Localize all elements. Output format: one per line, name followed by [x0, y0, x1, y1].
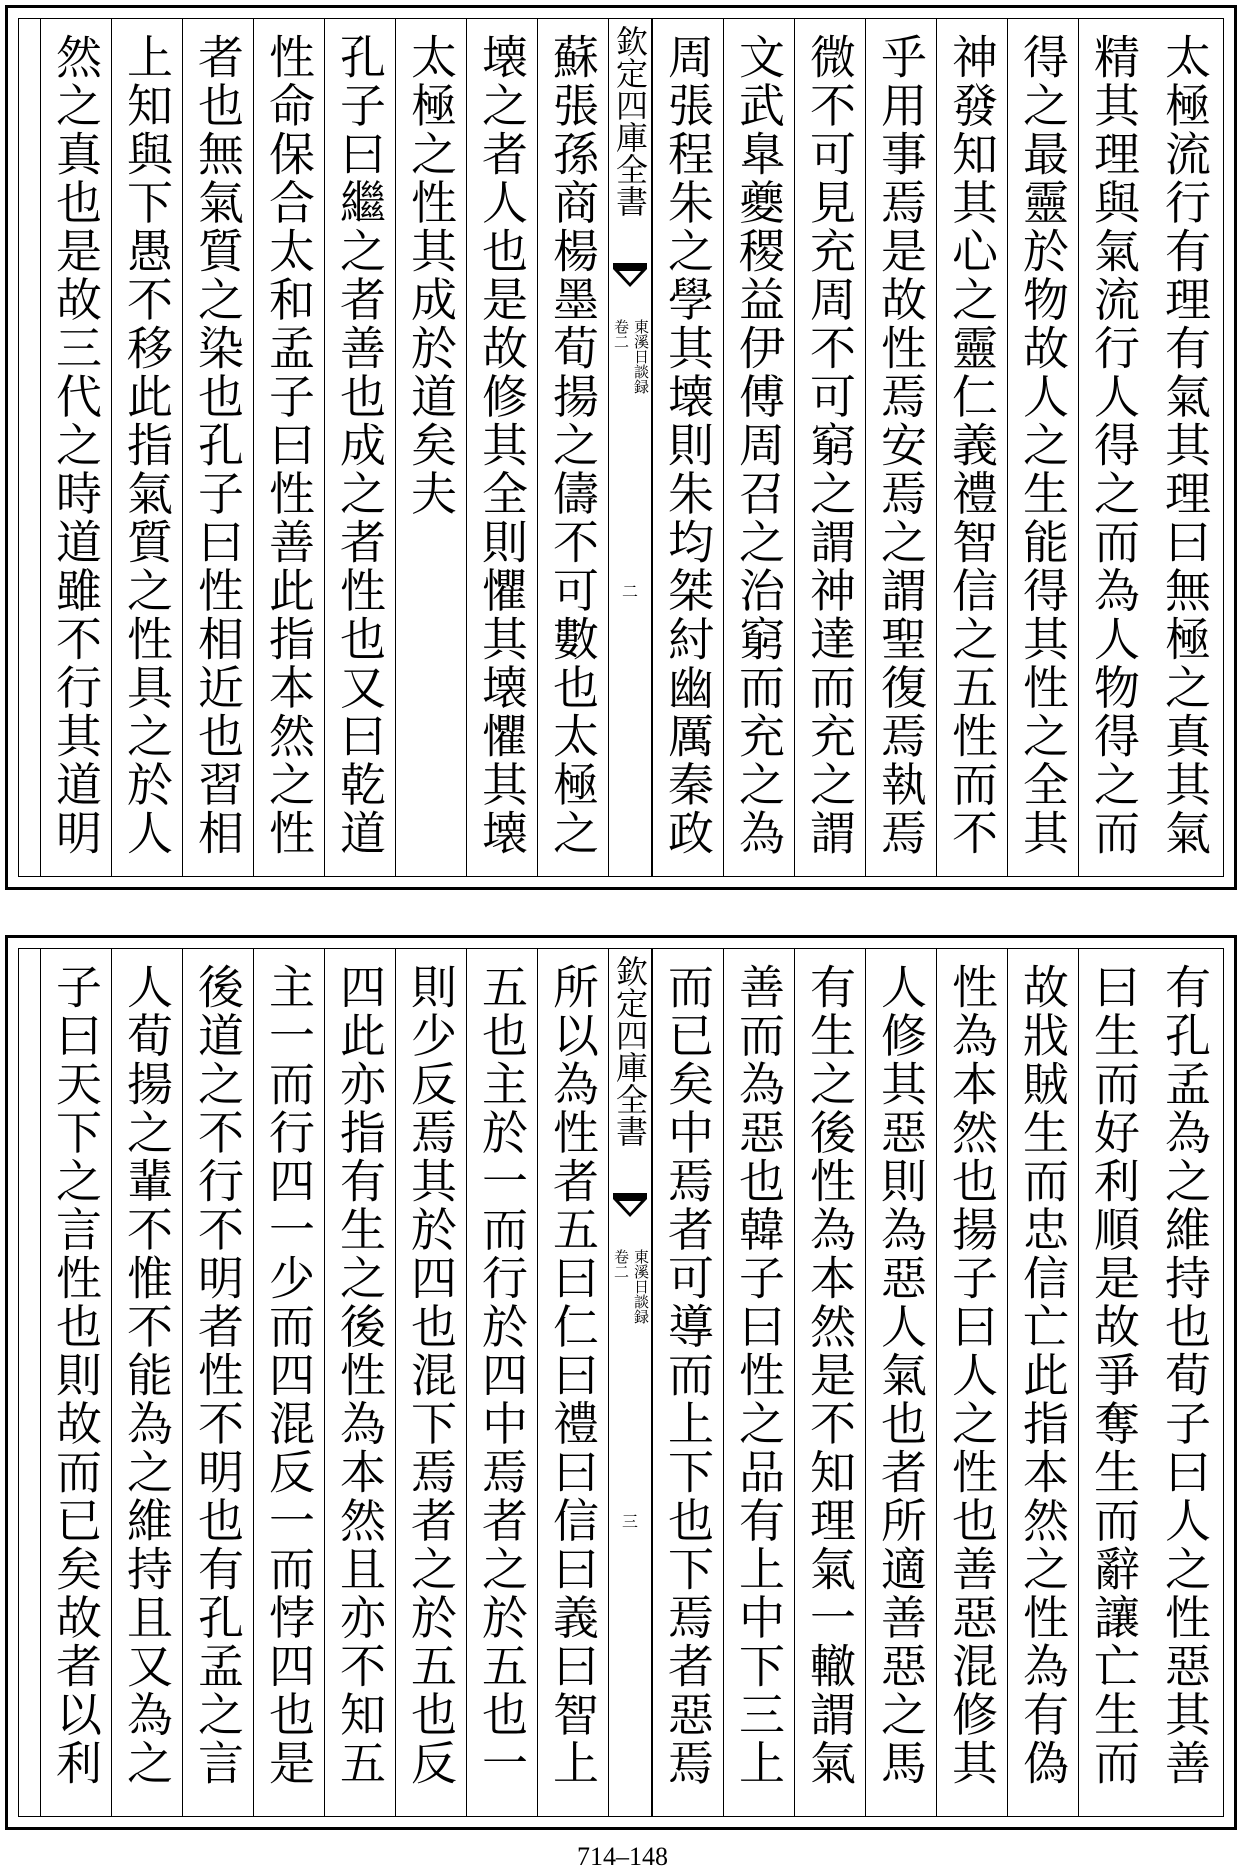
upper-book-page — [5, 5, 1237, 890]
text-column: 人荀揚之輩不惟不能為之維持且又為之 — [111, 949, 182, 1816]
text-column: 然之真也是故三代之時道雖不行其道明 — [40, 19, 111, 876]
book-name: 東溪日談録 — [632, 319, 650, 394]
upper-page-frame — [18, 18, 1224, 877]
lower-book-page — [5, 935, 1237, 1830]
text-column: 曰生而好利順是故爭奪生而辭讓亡生而 — [1078, 949, 1149, 1816]
text-column: 有生之後性為本然是不知理氣一轍謂氣 — [794, 949, 865, 1816]
text-column: 者也無氣質之染也孔子曰性相近也習相 — [182, 19, 253, 876]
text-column: 微不可見充周不可窮之謂神達而充之謂 — [794, 19, 865, 876]
text-column: 文武臯夔稷益伊傅周召之治窮而充之為 — [723, 19, 794, 876]
text-column: 性為本然也揚子曰人之性也善惡混修其 — [936, 949, 1007, 1816]
text-column: 性命保合太和孟子曰性善此指本然之性 — [253, 19, 324, 876]
text-column: 所以為性者五曰仁曰禮曰信曰義曰智上 — [537, 949, 608, 1816]
text-column: 而已矣中焉者可導而上下也下焉者惡焉 — [652, 949, 723, 1816]
text-column: 乎用事焉是故性焉安焉之謂聖復焉執焉 — [865, 19, 936, 876]
book-name: 東溪日談録 — [632, 1249, 650, 1324]
text-column: 四此亦指有生之後性為本然且亦不知五 — [324, 949, 395, 1816]
text-column: 子曰天下之言性也則故而已矣故者以利 — [40, 949, 111, 1816]
leaf-number: 二 — [621, 582, 638, 601]
text-column: 太極流行有理有氣其理曰無極之真其氣 — [1158, 33, 1212, 858]
text-column: 則少反焉其於四也混下焉者之於五也反 — [395, 949, 466, 1816]
volume-number: 卷二 — [612, 319, 630, 349]
text-column: 主一而行四一少而四混反一而悖四也是 — [253, 949, 324, 1816]
text-column: 人修其惡則為惡人氣也者所適善惡之馬 — [865, 949, 936, 1816]
text-column: 五也主於一而行於四中焉者之於五也一 — [466, 949, 537, 1816]
text-column: 上知與下愚不移此指氣質之性具之於人 — [111, 19, 182, 876]
text-column: 太極之性其成於道矣夫 — [395, 19, 466, 876]
volume-number: 卷二 — [612, 1249, 630, 1279]
scan-page-number: 714–148 — [577, 1842, 668, 1871]
center-fold-strip — [608, 19, 652, 876]
center-fold-strip — [608, 949, 652, 1816]
lower-page-frame — [18, 948, 1224, 1817]
text-column: 壊之者人也是故修其全則懼其壊懼其壊 — [466, 19, 537, 876]
fish-tail-mark-icon — [613, 1193, 647, 1227]
fish-tail-mark-icon — [613, 263, 647, 297]
collection-title: 欽定四庫全書 — [611, 955, 649, 1147]
text-column: 善而為惡也韓子曰性之品有上中下三上 — [723, 949, 794, 1816]
text-column: 後道之不行不明者性不明也有孔孟之言 — [182, 949, 253, 1816]
text-column: 故戕賊生而忠信亡此指本然之性為有偽 — [1007, 949, 1078, 1816]
text-column: 精其理與氣流行人得之而為人物得之而 — [1078, 19, 1149, 876]
leaf-number: 三 — [621, 1512, 638, 1531]
book-info — [609, 1249, 651, 1469]
text-column: 孔子曰繼之者善也成之者性也又曰乾道 — [324, 19, 395, 876]
text-column: 周張程朱之學其壊則朱均桀紂幽厲秦政 — [652, 19, 723, 876]
text-column: 得之最靈於物故人之生能得其性之全其 — [1007, 19, 1078, 876]
text-column: 神發知其心之靈仁義禮智信之五性而不 — [936, 19, 1007, 876]
text-column: 有孔孟為之維持也荀子曰人之性惡其善 — [1158, 963, 1212, 1788]
book-info — [609, 319, 651, 539]
collection-title: 欽定四庫全書 — [611, 25, 649, 217]
text-column: 蘇張孫商楊墨荀揚之儔不可數也太極之 — [537, 19, 608, 876]
